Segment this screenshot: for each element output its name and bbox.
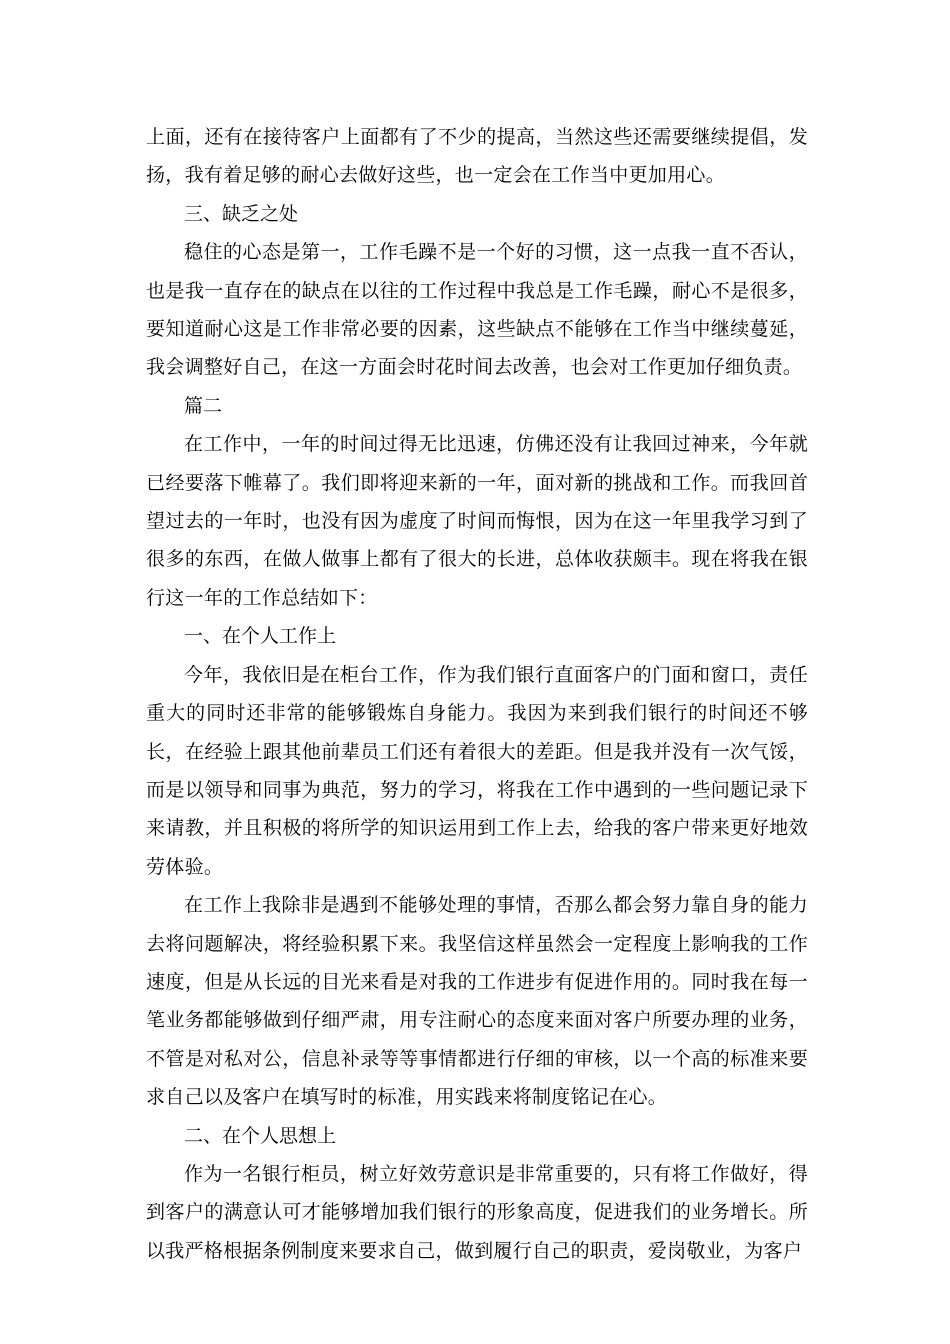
- paragraph-personal-work-2: 在工作上我除非是遇到不能够处理的事情，否那么都会努力靠自身的能力去将问题解决，将经验积累下来。我坚信这样虽然会一定程度上影响我的工作速度，但是从长远的目光来看是对我的工作进步有促进作用的。同时我在每一笔业务都能够做到仔细严肃，用专注耐心的态度来面对客户所要办理的业务，不管是对私对公，信息补录等等事情都进行仔细的审核，以一个高的标准来要求自己以及客户在填写时的标准，用实践来将制度铭记在心。: [146, 894, 808, 1109]
- paragraph-continuation: 上面，还有在接待客户上面都有了不少的提高，当然这些还需要继续提倡，发扬，我有着足够的耐心去做好这些，也一定会在工作当中更加用心。: [146, 126, 808, 187]
- section-heading-part-two: 篇二: [184, 394, 223, 417]
- paragraph-personal-thought: 作为一名银行柜员，树立好效劳意识是非常重要的，只有将工作做好，得到客户的满意认可才能够增加我们银行的形象高度，促进我们的业务增长。所以我严格根据条例制度来要求自己，做到履行自己的职责，爱岗敬业，为客户: [146, 1162, 808, 1262]
- section-heading-personal-thought: 二、在个人思想上: [184, 1124, 337, 1147]
- paragraph-shortcomings: 稳住的心态是第一，工作毛躁不是一个好的习惯，这一点我一直不否认，也是我一直存在的缺点在以往的工作过程中我总是工作毛躁，耐心不是很多，要知道耐心这是工作非常必要的因素，这些缺点不能够在工作当中继续蔓延，我会调整好自己，在这一方面会时花时间去改善，也会对工作更加仔细负责。: [146, 241, 808, 379]
- paragraph-intro: 在工作中，一年的时间过得无比迅速，仿佛还没有让我回过神来，今年就已经要落下帷幕了。我们即将迎来新的一年，面对新的挑战和工作。而我回首望过去的一年时，也没有因为虚度了时间而悔恨，因为在这一年里我学习到了很多的东西，在做人做事上都有了很大的长进，总体收获颇丰。现在将我在银行这一年的工作总结如下：: [146, 433, 808, 609]
- document-body: [146, 118, 808, 1270]
- section-heading-personal-work: 一、在个人工作上: [184, 625, 337, 648]
- paragraph-personal-work-1: 今年，我依旧是在柜台工作，作为我们银行直面客户的门面和窗口，责任重大的同时还非常的能够锻炼自身能力。我因为来到我们银行的时间还不够长，在经验上跟其他前辈员工们还有着很大的差距。但是我并没有一次气馁，而是以领导和同事为典范，努力的学习，将我在工作中遇到的一些问题记录下来请教，并且积极的将所学的知识运用到工作上去，给我的客户带来更好地效劳体验。: [146, 663, 808, 878]
- section-heading-shortcomings: 三、缺乏之处: [184, 202, 299, 225]
